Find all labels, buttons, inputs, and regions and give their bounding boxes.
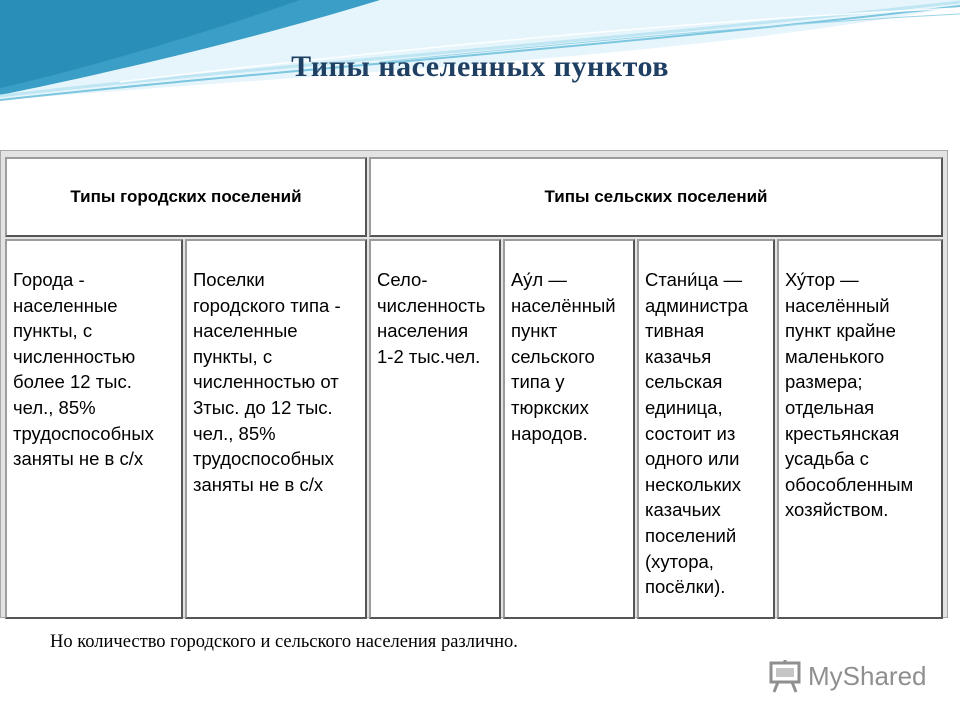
logo-text: MyShared xyxy=(808,660,927,691)
cell-stanitsa: Стани́ца — администра тивная казачья сельская единица, состоит из одного или нескольких казачьих поселений (хутора, посёлки). xyxy=(637,239,775,619)
urban-types-header: Типы городских поселений xyxy=(5,157,367,237)
footnote: Но количество городского и сельского населения различно. xyxy=(50,632,518,652)
rural-types-header: Типы сельских поселений xyxy=(369,157,943,237)
cell-selo: Село- численность населения 1-2 тыс.чел. xyxy=(369,239,501,619)
presentation-board-icon xyxy=(768,659,802,693)
settlement-types-table xyxy=(0,150,948,618)
cell-aul: Ау́л — населённый пункт сельского типа у тюркских народов. xyxy=(503,239,635,619)
cell-khutor: Ху́тор — населённый пункт крайне маленького размера; отдельная крестьянская усадьба с обособленным хозяйством. xyxy=(777,239,943,619)
cell-cities: Города - населенные пункты, с численностью более 12 тыс. чел., 85% трудоспособных заняты не в с/х xyxy=(5,239,183,619)
cell-urban-settlements: Поселки городского типа - населенные пункты, с численностью от 3тыс. до 12 тыс. чел., 85% трудоспособных заняты не в с/х xyxy=(185,239,367,619)
myshared-logo[interactable] xyxy=(768,656,927,696)
page-title: Типы населенных пунктов xyxy=(291,50,669,83)
